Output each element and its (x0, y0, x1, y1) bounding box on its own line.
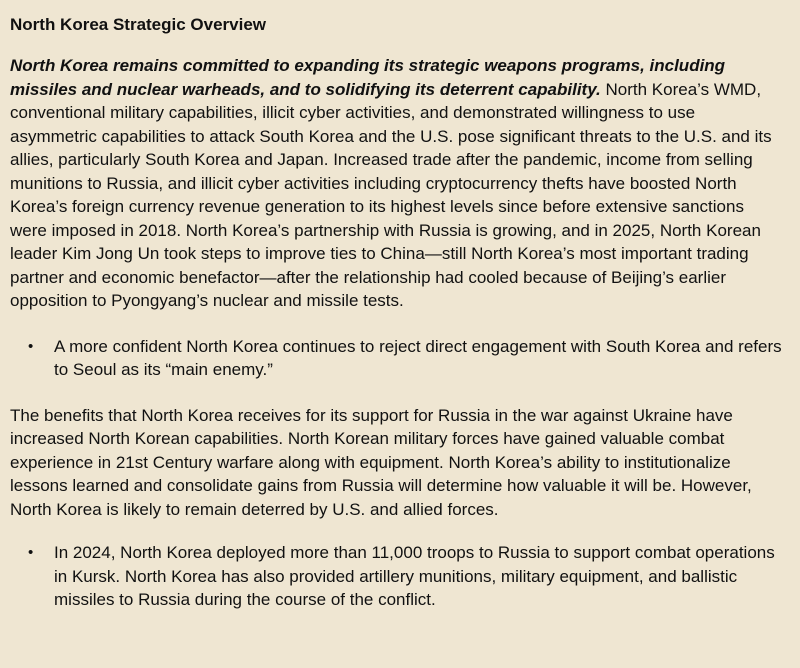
bullet-text-2: In 2024, North Korea deployed more than 11,000 troops to Russia to support combat operations in Kursk. North Korea has also provided artillery munitions, military equipment, and ballistic missiles to Russia during the course of the conflict. (54, 543, 775, 609)
paragraph-2: The benefits that North Korea receives for its support for Russia in the war against Ukraine have increased North Korean capabilities. North Korean military forces have gained valuable combat experience in 21st Century warfare along with equipment. North Korea’s ability to institutionalize lessons learned and consolidate gains from Russia will determine how valuable it will be. However, North Korea is likely to remain deterred by U.S. and allied forces. (10, 405, 752, 519)
bullet-dot-icon: • (28, 544, 34, 561)
intro-paragraph (10, 54, 782, 313)
bullet-text-1: A more confident North Korea continues to reject direct engagement with South Korea and refers to Seoul as its “main enemy.” (54, 336, 782, 379)
intro-lead-sentence: North Korea remains committed to expanding its strategic weapons programs, including missiles and nuclear warheads, and to solidifying its deterrent capability. (10, 56, 726, 99)
intro-body-text: North Korea’s WMD, conventional military capabilities, illicit cyber activities, and demonstrated willingness to use asymmetric capabilities to attack South Korea and the U.S. pose significant threats to the U.S. and its allies, particularly South Korea and Japan. Increased trade after the pandemic, income from selling munitions to Russia, and illicit cyber activities including cryptocurrency thefts have boosted North Korea’s foreign currency revenue generation to its highest levels since before extensive sanctions were imposed in 2018. North Korea’s partnership with Russia is growing, and in 2025, North Korean leader Kim Jong Un took steps to improve ties to China—still North Korea’s most important trading partner and economic benefactor—after the relationship had cooled because of Beijing’s earlier opposition to Pyongyang’s nuclear and missile tests. (10, 79, 772, 310)
bullet-item-2 (10, 541, 782, 612)
bullet-item-1 (10, 335, 782, 382)
bullet-dot-icon: • (28, 337, 34, 355)
document-title: North Korea Strategic Overview (10, 15, 267, 34)
